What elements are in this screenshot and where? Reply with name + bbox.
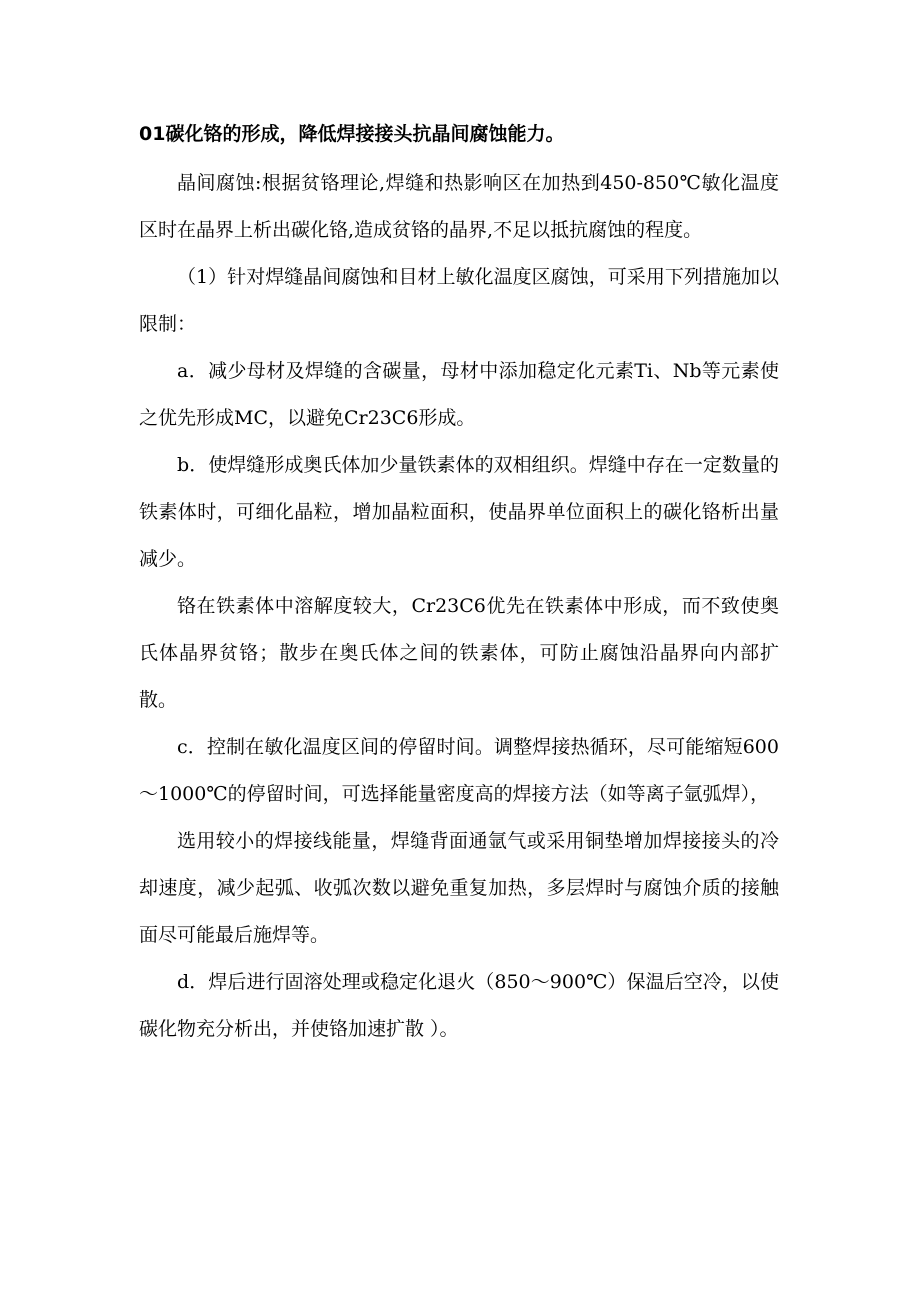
paragraph-measure-a: a．减少母材及焊缝的含碳量，母材中添加稳定化元素Ti、Nb等元素使之优先形成MC，以避免Cr23C6形成。 [139,360,779,429]
paragraph-measure-d: d．焊后进行固溶处理或稳定化退火（850～900℃）保温后空冷，以使碳化物充分析出，并使铬加速扩散 ）。 [139,971,779,1040]
paragraph-chromium-ferrite: 铬在铁素体中溶解度较大，Cr23C6优先在铁素体中形成，而不致使奥氏体晶界贫铬；散步在奥氏体之间的铁素体，可防止腐蚀沿晶界向内部扩散。 [139,595,779,711]
paragraph-measure-c: c．控制在敏化温度区间的停留时间。调整焊接热循环，尽可能缩短600～1000℃的停留时间，可选择能量密度高的焊接方法（如等离子氩弧焊）， [139,736,779,805]
section-heading: 01碳化铬的形成，降低焊接接头抗晶间腐蚀能力。 [139,123,565,145]
paragraph-measure-b: b．使焊缝形成奥氏体加少量铁素体的双相组织。焊缝中存在一定数量的铁素体时，可细化晶粒，增加晶粒面积，使晶界单位面积上的碳化铬析出量减少。 [139,454,779,570]
document-page [139,118,779,1053]
paragraph-measures-intro: （1）针对焊缝晶间腐蚀和目材上敏化温度区腐蚀，可采用下列措施加以限制： [139,266,779,335]
paragraph-heat-input: 选用较小的焊接线能量，焊缝背面通氩气或采用铜垫增加焊接接头的冷却速度，减少起弧、收弧次数以避免重复加热，多层焊时与腐蚀介质的接触面尽可能最后施焊等。 [139,830,779,946]
paragraph-intergranular-corrosion: 晶间腐蚀:根据贫铬理论,焊缝和热影响区在加热到450-850℃敏化温度区时在晶界上析出碳化铬,造成贫铬的晶界,不足以抵抗腐蚀的程度。 [139,172,779,241]
